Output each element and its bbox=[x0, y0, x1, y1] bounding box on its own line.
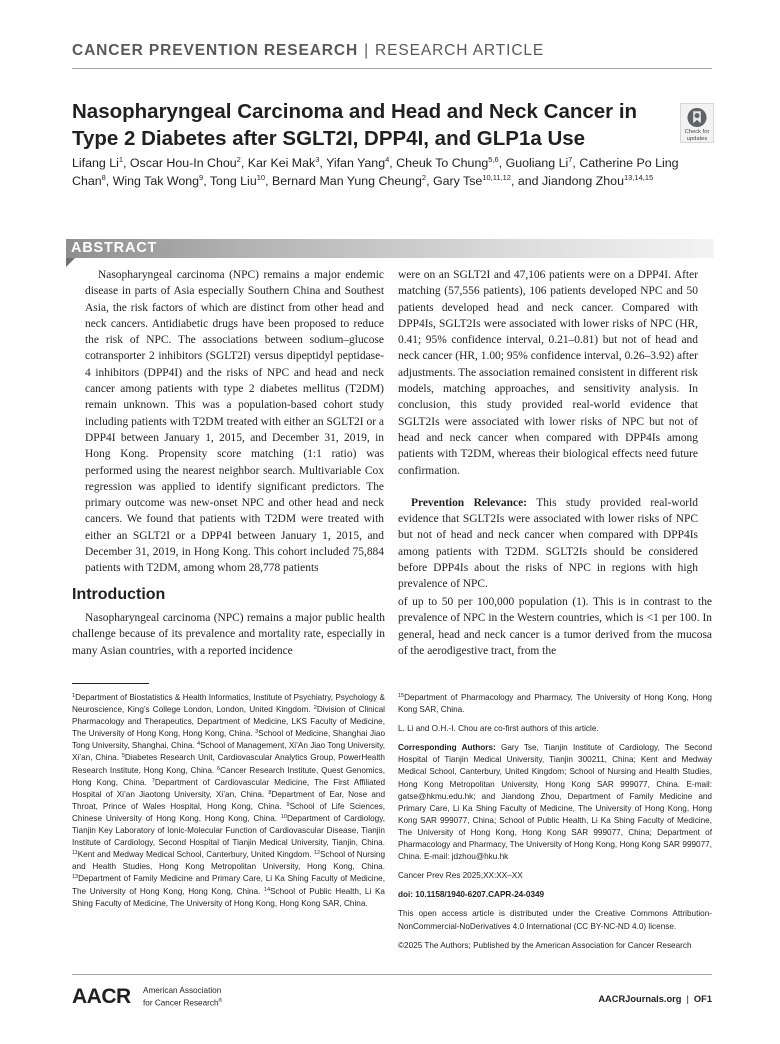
affiliation-number: 12 bbox=[313, 850, 321, 857]
author-separator: , bbox=[498, 156, 506, 170]
registered-mark: ® bbox=[218, 998, 223, 1004]
affiliation-text: School of Medicine, Shanghai Jiao Tong University, Shanghai, China. bbox=[72, 729, 386, 751]
author-separator: , bbox=[389, 156, 397, 170]
affiliation-text: Department of Pharmacology and Pharmacy, The University of Hong Kong, Hong Kong SAR, China. bbox=[398, 693, 712, 715]
abstract-banner bbox=[66, 239, 714, 258]
author-name: Lifang Li bbox=[72, 156, 119, 170]
affiliation-number: 2 bbox=[313, 705, 317, 712]
abstract-paragraph-continued: were on an SGLT2I and 47,106 patients were on a DPP4I. After matching (57,556 patients), 106 patients developed NPC and 50 patients developed head and neck cancer. Compared with DPP4Is, SGLT2Is were associated with lower risks of NPC (HR, 0.41; 95% confidence interval, 0.21–0.81) but not of head and neck cancer (HR, 1.00; 95% confidence interval, 0.26–3.92) after adjustments. The association remained consistent in different risk models, matching approaches, and sensitivity analysis. In conclusion, this study provided real-world evidence that SGLT2Is were associated with lower risks of NPC but not of head and neck cancer when compared with DPP4Is among patients with T2DM, whereas their biological effects need future confirmation. bbox=[398, 269, 698, 477]
page-number: OF1 bbox=[693, 994, 712, 1004]
article-title: Nasopharyngeal Carcinoma and Head and Neck Cancer in Type 2 Diabetes after SGLT2I, DPP4I, and GLP1a Use bbox=[72, 100, 638, 150]
badge-line-1: Check for bbox=[684, 129, 710, 135]
author-affiliation: 9 bbox=[199, 173, 204, 183]
aacr-name-line-2-text: for Cancer Research bbox=[143, 998, 219, 1008]
author-name: Jiandong Zhou bbox=[541, 174, 624, 189]
author-name: Guoliang Li bbox=[505, 156, 569, 170]
affiliation-number: 4 bbox=[197, 741, 201, 748]
copyright-note: ©2025 The Authors; Published by the American Association for Cancer Research bbox=[398, 940, 692, 950]
doi bbox=[398, 889, 712, 901]
affiliation-text: Cancer Research Institute, Quest Genomics, Hong Kong, China. bbox=[72, 765, 385, 787]
author-affiliation: 7 bbox=[568, 155, 573, 164]
author-separator: , bbox=[240, 156, 248, 170]
corresponding-authors-text: Gary Tse, Tianjin Institute of Cardiology, The Second Hospital of Tianjin Medical University, Tianjin 300211, China; Kent and Medway Medical School, Canterbury, United Kingdom; School of Nursing and Health Studies, Hong Kong Metropolitan University, Hong Kong SAR 999077, China. E-mail: gatse@hkmu.edu.hk; and Jiandong Zhou, Department of Family Medicine and Primary Care, Li Ka Shing Faculty of Medicine, The University of Hong Kong, Hong Kong SAR 999077, China; School of Public Health, Li Ka Shing Faculty of Medicine, The University of Hong Kong, Hong Kong SAR 999077, China; Department of Pharmacology and Pharmacy, The University of Hong Kong, Hong Kong SAR 999077, China. E-mail: jdzhou@hku.hk bbox=[398, 743, 712, 862]
abstract-label: ABSTRACT bbox=[71, 240, 158, 256]
author-name: Yifan Yang bbox=[326, 156, 386, 170]
affiliation-number: 6 bbox=[217, 765, 221, 772]
author-affiliation: 4 bbox=[385, 155, 390, 164]
badge-line-2: updates bbox=[686, 135, 708, 142]
affiliation-number: 1 bbox=[72, 693, 76, 699]
author-separator: , bbox=[426, 174, 433, 189]
check-updates-icon bbox=[686, 107, 708, 128]
affiliation-number: 7 bbox=[151, 777, 155, 784]
affiliation-text: School of Management, Xi’An Jiao Tong University, Xi’an, China. bbox=[72, 741, 385, 763]
author-affiliation: 2 bbox=[421, 173, 427, 183]
author-name: Wing Tak Wong bbox=[112, 174, 200, 189]
author-affiliation: 13,14,15 bbox=[623, 173, 654, 183]
author-name: Cheuk To Chung bbox=[396, 156, 489, 170]
affiliation-text: Division of Clinical Pharmacology and Therapeutics, Department of Medicine, LKS Faculty of Medicine, The University of Hong Kong, Hong Kong, China. bbox=[72, 705, 385, 739]
corresponding-authors bbox=[398, 742, 712, 863]
aacr-organization-name bbox=[143, 986, 222, 1009]
author-separator: , bbox=[105, 174, 113, 189]
affiliation-number: 8 bbox=[268, 789, 272, 796]
aacr-name-line-1: American Association bbox=[143, 986, 222, 995]
author-list bbox=[72, 154, 712, 191]
footnote-rule bbox=[72, 683, 149, 684]
author-name: Tong Liu bbox=[209, 174, 257, 189]
introduction-left-text: Nasopharyngeal carcinoma (NPC) remains a major public health challenge because of its prevalence and mortality rate, especially in many Asian countries, with a reported incidence bbox=[72, 612, 385, 657]
corresponding-authors-label: Corresponding Authors: bbox=[398, 743, 496, 753]
author-separator: , bbox=[572, 156, 580, 170]
affiliation-number: 5 bbox=[121, 753, 125, 760]
author-affiliation: 1 bbox=[118, 155, 124, 164]
affiliation-text: School of Nursing and Health Studies, Hong Kong Metropolitan University, Hong Kong, China. bbox=[72, 850, 385, 872]
affiliation-number: 15 bbox=[398, 693, 405, 699]
affiliation-number: 9 bbox=[286, 801, 290, 808]
author-separator: , and bbox=[510, 174, 542, 189]
author-name: Gary Tse bbox=[432, 174, 483, 189]
journal-site-link[interactable]: AACRJournals.org bbox=[598, 994, 682, 1004]
author-separator: , bbox=[319, 156, 327, 170]
author-separator: , bbox=[203, 174, 210, 189]
affiliation-text: Department of Ear, Nose and Throat, Prince of Wales Hospital, Hong Kong, China. bbox=[72, 789, 385, 811]
affiliation-text: Kent and Medway Medical School, Canterbury, United Kingdom. bbox=[77, 850, 314, 860]
author-affiliation: 5,6 bbox=[488, 155, 499, 164]
badge-label bbox=[685, 129, 710, 142]
author-separator: , bbox=[123, 156, 130, 170]
author-name: Catherine Po Ling Chan bbox=[72, 156, 679, 189]
license-note: This open access article is distributed under the Creative Commons Attribution-NonCommercial-NoDerivatives 4.0 International (CC BY-NC-ND 4.0) license. bbox=[398, 909, 712, 931]
author-name: Kar Kei Mak bbox=[247, 156, 316, 170]
affiliation-text: School of Life Sciences, Chinese University of Hong Kong, Hong Kong, China. bbox=[72, 801, 385, 823]
doi-link[interactable]: 10.1158/1940-6207.CAPR-24-0349 bbox=[413, 890, 545, 900]
author-affiliation: 10,11,12 bbox=[482, 173, 511, 183]
header-separator: | bbox=[364, 42, 370, 59]
page-info bbox=[598, 994, 712, 1004]
header-rule bbox=[72, 68, 712, 69]
affiliation-text: Diabetes Research Unit, Cardiovascular Analytics Group, PowerHealth Research Institute, Hong Kong, China. bbox=[72, 753, 385, 775]
author-separator: , bbox=[265, 174, 272, 189]
prevention-relevance-label: Prevention Relevance: bbox=[411, 496, 527, 509]
affiliation-number: 10 bbox=[280, 813, 287, 820]
journal-header bbox=[72, 42, 544, 60]
co-first-note: L. Li and O.H.-I. Chou are co-first authors of this article. bbox=[398, 724, 599, 734]
affiliation-number: 14 bbox=[263, 886, 271, 893]
aacr-logo: AACR bbox=[72, 985, 131, 1008]
footer-rule bbox=[72, 974, 712, 975]
prevention-relevance bbox=[398, 495, 698, 593]
abstract-paragraph: Nasopharyngeal carcinoma (NPC) remains a major endemic disease in parts of Asia especially Southern China and Southest Asia, the risk factors of which are distinct from other head and neck cancers. Antidiabetic drugs have been proposed to reduce the risk of NPC. The associations between sodium–glucose cotransporter 2 inhibitors (SGLT2I) versus dipeptidyl peptidase-4 inhibitors (DPP4I) and the risks of NPC and head and neck cancer among patients with type 2 diabetes mellitus (T2DM) remain unknown. This was a population-based cohort study including patients with T2DM treated with either an SGLT2I or a DPP4I between January 1, 2015, and December 31, 2019, in Hong Kong. Propensity score matching (1:1 ratio) was performed using the nearest neighbor search. Multivariable Cox regression was applied to identify significant predictors. The primary outcome was new-onset NPC and other head and neck cancers. We found that patients with T2DM were treated with either an SGLT2I or a DPP4I between January 1, 2015, and December 31, 2019, in Hong Kong. This cohort included 75,884 patients with T2DM, among whom 28,778 patients bbox=[85, 269, 384, 575]
affiliation-number: 3 bbox=[255, 729, 259, 736]
doi-label: doi: bbox=[398, 890, 414, 900]
introduction-heading: Introduction bbox=[72, 586, 166, 603]
author-affiliation: 3 bbox=[315, 155, 320, 164]
affiliation-text: Department of Biostatistics & Health Informatics, Institute of Psychiatry, Psychology & Neuroscience, King’s College London, London, United Kingdom. bbox=[72, 693, 385, 715]
check-for-updates-badge[interactable] bbox=[680, 103, 714, 143]
author-name: Oscar Hou-In Chou bbox=[129, 156, 237, 170]
author-name: Bernard Man Yung Cheung bbox=[271, 174, 422, 189]
citation: Cancer Prev Res 2025;XX:XX–XX bbox=[398, 871, 523, 881]
footnotes-right bbox=[398, 692, 712, 959]
introduction-right-text: of up to 50 per 100,000 population (1). This is in contrast to the prevalence of NPC in the Western countries, which is <1 per 100. In general, head and neck cancer is a tumor derived from the mucosa of the aerodigestive tract, from the bbox=[398, 596, 712, 657]
affiliation-text: Department of Cardiovascular Medicine, The First Affiliated Hospital of Xi’an Jiaotong University, Xi’an, China. bbox=[72, 777, 385, 799]
author-affiliation: 2 bbox=[236, 155, 241, 164]
footer-separator: | bbox=[686, 994, 689, 1004]
affiliation-text: School of Public Health, Li Ka Shing Faculty of Medicine, The University of Hong Kong, Hong Kong SAR, China. bbox=[72, 886, 385, 908]
affiliation-number: 13 bbox=[72, 874, 79, 881]
author-affiliation: 8 bbox=[101, 173, 106, 183]
journal-name: CANCER PREVENTION RESEARCH bbox=[72, 42, 359, 59]
affiliation-text: Department of Family Medicine and Primary Care, Li Ka Shing Faculty of Medicine, The University of Hong Kong, Hong Kong, China. bbox=[72, 874, 385, 896]
prevention-relevance-text: This study provided real-world evidence that SGLT2Is were associated with lower risks of NPC but not of head and neck cancer when compared with DPP4Is among patients with T2DM. SGLT2Is should be considered before DPP4Is about the risks of NPC in regions with high prevalence of NPC. bbox=[398, 496, 698, 591]
affiliation-number: 11 bbox=[72, 850, 78, 857]
affiliations bbox=[72, 692, 385, 910]
author-affiliation: 10 bbox=[256, 173, 266, 183]
article-type: RESEARCH ARTICLE bbox=[375, 42, 545, 59]
abstract-right-column bbox=[398, 267, 698, 593]
affiliation-text: Department of Cardiology, Tianjin Key Laboratory of Ionic-Molecular Function of Cardiovascular Disease, Tianjin Institute of Cardiology, Second Hospital of Tianjin Medical University, Tianjin, China. bbox=[72, 813, 385, 848]
affiliation-15 bbox=[398, 692, 712, 716]
aacr-name-line-2 bbox=[143, 996, 222, 1009]
abstract-left-column bbox=[85, 267, 384, 577]
